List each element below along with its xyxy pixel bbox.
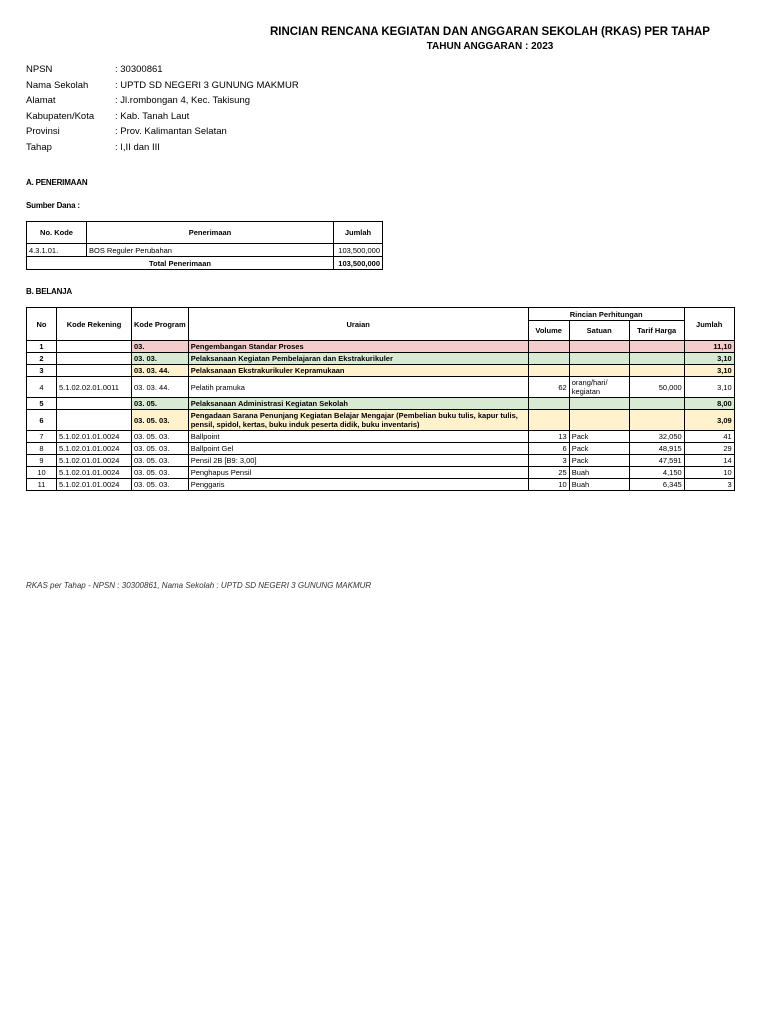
info-row	[26, 126, 299, 142]
cell-jumlah: 103,500,000	[334, 244, 383, 257]
cell-satuan: Buah	[569, 467, 629, 479]
cell-no: 7	[27, 431, 57, 443]
table-row	[27, 353, 735, 365]
table-row	[27, 443, 735, 455]
cell-kode-program: 03. 05.	[132, 398, 189, 410]
info-row	[26, 64, 299, 80]
cell-no: 4	[27, 377, 57, 398]
table-row	[27, 467, 735, 479]
cell-no: 5	[27, 398, 57, 410]
cell-satuan: Pack	[569, 443, 629, 455]
cell-penerimaan: BOS Reguler Perubahan	[87, 244, 334, 257]
cell-jumlah: 3,10	[684, 353, 734, 365]
info-label: NPSN	[26, 64, 53, 75]
info-label: Tahap	[26, 141, 52, 153]
cell-kode-rekening: 5.1.02.01.01.0024	[57, 443, 132, 455]
col-header-no: No	[27, 308, 57, 341]
cell-tarif: 47,591	[629, 455, 684, 467]
cell-tarif	[629, 398, 684, 410]
cell-volume: 10	[528, 479, 569, 491]
cell-tarif: 4,150	[629, 467, 684, 479]
cell-volume	[528, 353, 569, 365]
table-row	[27, 244, 383, 257]
cell-satuan	[569, 341, 629, 353]
cell-no: 9	[27, 455, 57, 467]
table-row	[27, 431, 735, 443]
col-header: No. Kode	[27, 222, 87, 244]
cell-satuan: Pack	[569, 455, 629, 467]
cell-jumlah: 41	[684, 431, 734, 443]
cell-volume: 62	[528, 377, 569, 398]
col-header-jumlah: Jumlah	[684, 308, 734, 341]
table-row	[27, 455, 735, 467]
info-label: Nama Sekolah	[26, 79, 89, 91]
cell-uraian: Penggaris	[188, 479, 528, 491]
cell-kode-program: 03. 03.	[132, 353, 189, 365]
total-label: Total Penerimaan	[27, 257, 334, 270]
cell-kode-rekening: 5.1.02.01.01.0024	[57, 479, 132, 491]
cell-kode-rekening: 5.1.02.01.01.0024	[57, 455, 132, 467]
table-row	[27, 365, 735, 377]
info-label: Kabupaten/Kota	[26, 110, 95, 122]
info-value: : I,II dan III	[115, 141, 160, 153]
table-row	[27, 377, 735, 398]
cell-volume: 13	[528, 431, 569, 443]
cell-satuan	[569, 398, 629, 410]
info-value: : Jl.rombongan 4, Kec. Takisung	[115, 95, 251, 106]
cell-jumlah: 3,10	[684, 377, 734, 398]
cell-kode: 4.3.1.01.	[27, 244, 87, 257]
school-info	[26, 64, 299, 157]
table-row	[27, 341, 735, 353]
cell-uraian: Pelatih pramuka	[188, 377, 528, 398]
info-label: Alamat	[26, 95, 56, 106]
cell-uraian: Ballpoint Gel	[188, 443, 528, 455]
cell-uraian: Pengadaan Sarana Penunjang Kegiatan Belajar Mengajar (Pembelian buku tulis, kapur tulis, pensil, spidol, kertas, buku induk peserta didik, buku inventaris)	[188, 410, 528, 431]
col-header-volume: Volume	[528, 321, 569, 341]
cell-tarif: 50,000	[629, 377, 684, 398]
cell-satuan: Buah	[569, 479, 629, 491]
cell-kode-program: 03. 05. 03.	[132, 410, 189, 431]
info-value: : 30300861	[115, 64, 163, 75]
cell-jumlah: 3	[684, 479, 734, 491]
cell-tarif	[629, 365, 684, 377]
cell-no: 6	[27, 410, 57, 431]
col-header: Penerimaan	[87, 222, 334, 244]
sumber-dana-label: Sumber Dana :	[26, 201, 80, 210]
section-belanja-heading: B. BELANJA	[26, 287, 73, 296]
cell-kode-rekening: 5.1.02.01.01.0024	[57, 431, 132, 443]
col-header-tarif: Tarif Harga	[629, 321, 684, 341]
cell-kode-rekening: 5.1.02.02.01.0011	[57, 377, 132, 398]
cell-tarif	[629, 353, 684, 365]
info-row	[26, 142, 299, 158]
cell-satuan: Pack	[569, 431, 629, 443]
cell-volume: 6	[528, 443, 569, 455]
cell-kode-program: 03. 03. 44.	[132, 365, 189, 377]
table-row	[27, 398, 735, 410]
total-row	[27, 257, 383, 270]
cell-volume	[528, 398, 569, 410]
cell-uraian: Pelaksanaan Ekstrakurikuler Kepramukaan	[188, 365, 528, 377]
info-row	[26, 80, 299, 96]
cell-tarif: 48,915	[629, 443, 684, 455]
info-label: Provinsi	[26, 126, 60, 137]
cell-no: 8	[27, 443, 57, 455]
cell-volume: 3	[528, 455, 569, 467]
cell-kode-program: 03. 05. 03.	[132, 479, 189, 491]
cell-satuan	[569, 365, 629, 377]
cell-kode-rekening	[57, 341, 132, 353]
col-header-satuan: Satuan	[569, 321, 629, 341]
cell-satuan: orang/hari/ kegiatan	[569, 377, 629, 398]
cell-jumlah: 3,09	[684, 410, 734, 431]
cell-tarif	[629, 410, 684, 431]
cell-volume	[528, 365, 569, 377]
col-header-rincian: Rincian Perhitungan	[528, 308, 684, 321]
cell-jumlah: 3,10	[684, 365, 734, 377]
cell-uraian: Ballpoint	[188, 431, 528, 443]
cell-kode-rekening	[57, 410, 132, 431]
info-value: : Kab. Tanah Laut	[115, 110, 190, 122]
cell-no: 1	[27, 341, 57, 353]
cell-volume	[528, 410, 569, 431]
cell-uraian: Pengembangan Standar Proses	[188, 341, 528, 353]
page-footer: RKAS per Tahap - NPSN : 30300861, Nama Sekolah : UPTD SD NEGERI 3 GUNUNG MAKMUR	[26, 581, 372, 590]
cell-uraian: Penghapus Pensil	[188, 467, 528, 479]
cell-kode-program: 03. 05. 03.	[132, 431, 189, 443]
col-header-uraian: Uraian	[188, 308, 528, 341]
cell-jumlah: 8,00	[684, 398, 734, 410]
cell-no: 10	[27, 467, 57, 479]
belanja-table	[26, 307, 735, 491]
cell-tarif: 6,345	[629, 479, 684, 491]
cell-satuan	[569, 353, 629, 365]
cell-kode-program: 03.	[132, 341, 189, 353]
cell-no: 11	[27, 479, 57, 491]
cell-satuan	[569, 410, 629, 431]
cell-jumlah: 10	[684, 467, 734, 479]
info-row	[26, 111, 299, 127]
table-row	[27, 410, 735, 431]
cell-kode-rekening	[57, 365, 132, 377]
cell-kode-rekening: 5.1.02.01.01.0024	[57, 467, 132, 479]
cell-jumlah: 11,10	[684, 341, 734, 353]
cell-volume: 25	[528, 467, 569, 479]
cell-kode-program: 03. 05. 03.	[132, 467, 189, 479]
col-header-kode-rekening: Kode Rekening	[57, 308, 132, 341]
cell-tarif	[629, 341, 684, 353]
cell-kode-program: 03. 05. 03.	[132, 455, 189, 467]
info-row	[26, 95, 299, 111]
cell-jumlah: 14	[684, 455, 734, 467]
col-header-kode-program: Kode Program	[132, 308, 189, 341]
page-subtitle: TAHUN ANGGARAN : 2023	[426, 41, 554, 52]
section-penerimaan-heading: A. PENERIMAAN	[26, 178, 88, 187]
cell-kode-rekening	[57, 398, 132, 410]
cell-uraian: Pelaksanaan Administrasi Kegiatan Sekolah	[188, 398, 528, 410]
info-value: : UPTD SD NEGERI 3 GUNUNG MAKMUR	[115, 79, 299, 91]
cell-volume	[528, 341, 569, 353]
cell-jumlah: 29	[684, 443, 734, 455]
cell-kode-program: 03. 05. 03.	[132, 443, 189, 455]
total-value: 103,500,000	[334, 257, 383, 270]
cell-no: 2	[27, 353, 57, 365]
info-value: : Prov. Kalimantan Selatan	[115, 126, 227, 137]
cell-tarif: 32,050	[629, 431, 684, 443]
cell-kode-program: 03. 03. 44.	[132, 377, 189, 398]
cell-kode-rekening	[57, 353, 132, 365]
penerimaan-table	[26, 221, 383, 270]
table-row	[27, 479, 735, 491]
cell-uraian: Pelaksanaan Kegiatan Pembelajaran dan Ekstrakurikuler	[188, 353, 528, 365]
cell-uraian: Pensil 2B [B9: 3,00]	[188, 455, 528, 467]
belanja-body	[27, 341, 735, 491]
cell-no: 3	[27, 365, 57, 377]
page-title: RINCIAN RENCANA KEGIATAN DAN ANGGARAN SEKOLAH (RKAS) PER TAHAP	[270, 26, 710, 38]
col-header: Jumlah	[334, 222, 383, 244]
